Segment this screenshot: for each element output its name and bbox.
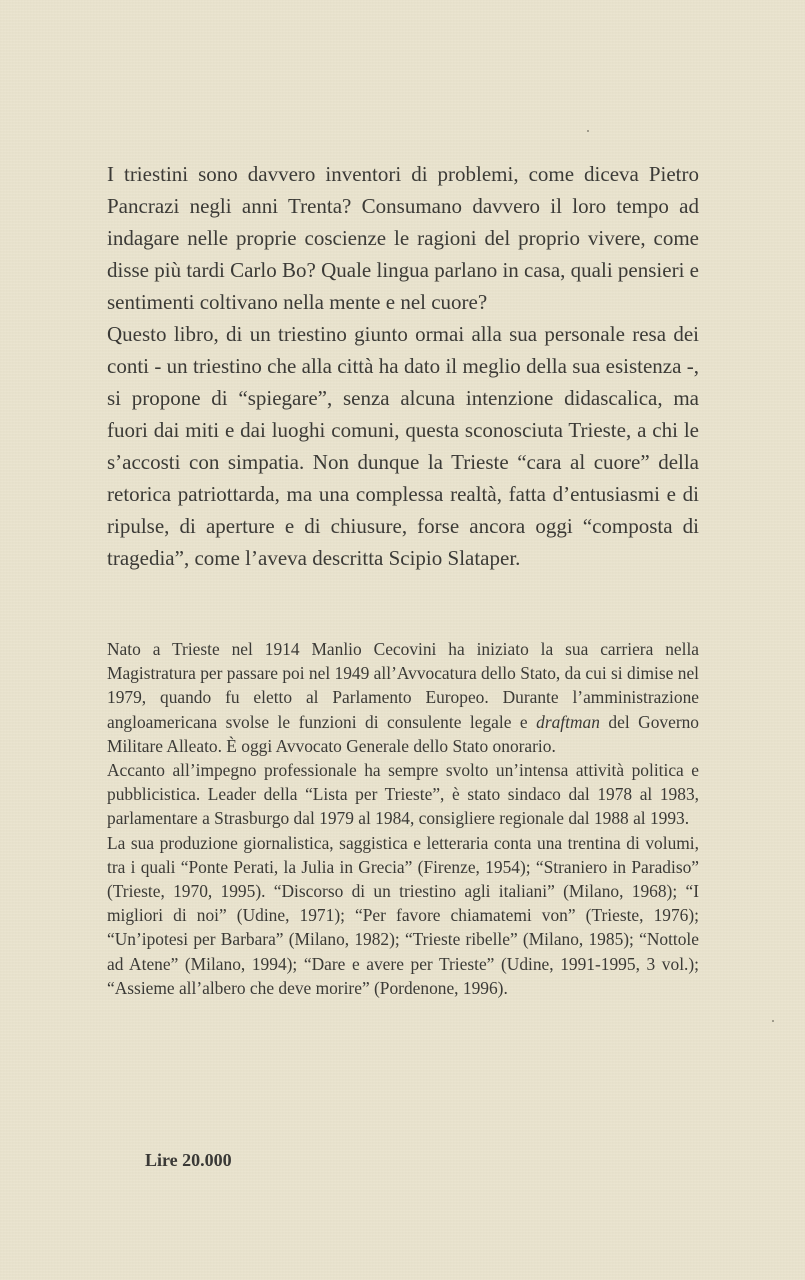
paper-speck xyxy=(587,130,589,132)
biography-paragraph-2: Accanto all’impegno professionale ha sempre svolto un’intensa attività politica e pubblicistica. Leader della “Lista per Trieste”, è stato sindaco dal 1978 al 1983, parlamentare a Strasburgo dal 1979 al 1984, consigliere regionale dal 1988 al 1993. xyxy=(107,760,699,829)
author-biography xyxy=(107,637,699,1000)
biography-italic-term: draftman xyxy=(536,711,600,732)
biography-paragraph-1 xyxy=(107,637,699,758)
synopsis-blurb xyxy=(107,158,699,574)
biography-text: Nato a Trieste nel 1914 Manlio Cecovini ha iniziato la sua carriera nella Magistratura per passare poi nel 1949 all’Avvocatura dello Stato, da cui si dimise nel 1979, quando fu eletto al Parlamento Europeo. Durante l’amministrazione angloamericana svolse le funzioni di consulente legale e xyxy=(107,639,699,732)
paper-speck xyxy=(772,1020,774,1022)
biography-text: del Governo Militare Alleato. È oggi Avvocato Generale dello Stato onorario. xyxy=(107,711,700,756)
price-label: Lire 20.000 xyxy=(145,1150,232,1170)
synopsis-paragraph-2: Questo libro, di un triestino giunto ormai alla sua personale resa dei conti - un triestino che alla città ha dato il meglio della sua esistenza -, si propone di “spiegare”, senza alcuna intenzione didascalica, ma fuori dai miti e dai luoghi comuni, questa sconosciuta Trieste, a chi le s’accosti con simpatia. Non dunque la Trieste “cara al cuore” della retorica patriottarda, ma una complessa realtà, fatta d’entusiasmi e di ripulse, di aperture e di chiusure, forse ancora oggi “composta di tragedia”, come l’aveva descritta Scipio Slataper. xyxy=(107,322,699,570)
biography-paragraph-3: La sua produzione giornalistica, saggistica e letteraria conta una trentina di volumi, tra i quali “Ponte Perati, la Julia in Grecia” (Firenze, 1954); “Straniero in Paradiso” (Trieste, 1970, 1995). “Discorso di un triestino agli italiani” (Milano, 1968); “I migliori di noi” (Udine, 1971); “Per favore chiamatemi von” (Trieste, 1976); “Un’ipotesi per Barbara” (Milano, 1982); “Trieste ribelle” (Milano, 1985); “Nottole ad Atene” (Milano, 1994); “Dare e avere per Trieste” (Udine, 1991-1995, 3 vol.); “Assieme all’albero che deve morire” (Pordenone, 1996). xyxy=(107,832,699,998)
synopsis-paragraph-1: I triestini sono davvero inventori di problemi, come diceva Pietro Pancrazi negli anni Trenta? Consumano davvero il loro tempo ad indagare nelle proprie coscienze le ragioni del proprio vivere, come disse più tardi Carlo Bo? Quale lingua parlano in casa, quali pensieri e sentimenti coltivano nella mente e nel cuore? xyxy=(107,162,699,314)
